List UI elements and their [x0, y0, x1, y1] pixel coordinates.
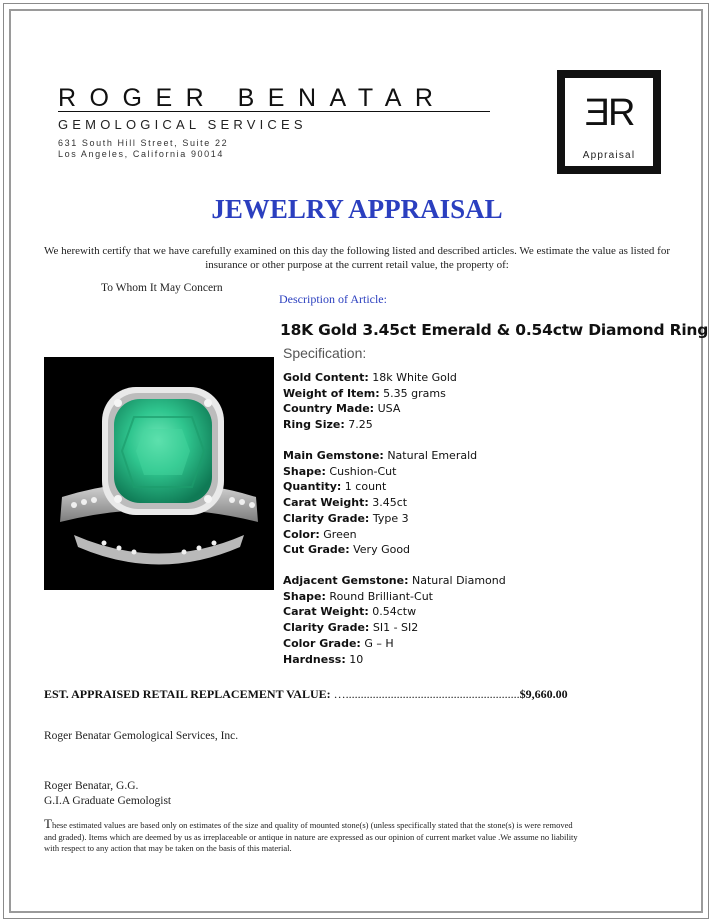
- spec-row: Clarity Grade: SI1 - SI2: [283, 621, 419, 635]
- ring-photo: [44, 357, 274, 590]
- brand-subtitle: GEMOLOGICAL SERVICES: [58, 117, 307, 132]
- brand-name: ROGER BENATAR: [58, 84, 447, 112]
- spec-row: Hardness: 10: [283, 652, 364, 666]
- spec-row: Carat Weight: 3.45ct: [283, 496, 408, 510]
- metal-specs: [283, 370, 457, 433]
- signatory-name: Roger Benatar, G.G.: [44, 780, 139, 792]
- ring-illustration: [44, 357, 274, 590]
- description-label: Description of Article:: [279, 292, 387, 306]
- signatory-title: G.I.A Graduate Gemologist: [44, 795, 172, 807]
- appraised-value-row: [44, 687, 568, 702]
- company-name: Roger Benatar Gemological Services, Inc.: [44, 730, 239, 742]
- logo-caption: Appraisal: [582, 150, 636, 161]
- page-title: JEWELRY APPRAISAL: [211, 194, 503, 224]
- recipient: To Whom It May Concern: [101, 282, 223, 294]
- appraised-value-amount: $9,660.00: [519, 687, 568, 701]
- spec-row: Quantity: 1 count: [283, 480, 387, 494]
- spec-row: Main Gemstone: Natural Emerald: [283, 449, 478, 462]
- appraisal-logo: [557, 70, 661, 174]
- spec-row: Country Made: USA: [283, 402, 401, 416]
- logo-monogram: ƎR: [584, 92, 634, 134]
- spec-row: Adjacent Gemstone: Natural Diamond: [283, 574, 506, 587]
- article-title: 18K Gold 3.45ct Emerald & 0.54ctw Diamond Ring: [280, 321, 709, 339]
- spec-row: Ring Size: 7.25: [283, 418, 373, 432]
- appraised-value-label: EST. APPRAISED RETAIL REPLACEMENT VALUE:: [44, 687, 331, 701]
- spec-row: Color: Green: [283, 527, 357, 541]
- certification-statement: We herewith certify that we have carefully examined on this day the following listed and described articles. We estimate the value as listed for insurance or other purpose at the current retail value, the property of:: [43, 245, 671, 271]
- adjacent-gemstone-specs: [283, 573, 506, 667]
- spec-row: Shape: Cushion-Cut: [283, 464, 397, 478]
- spec-row: Cut Grade: Very Good: [283, 543, 411, 557]
- spec-row: Clarity Grade: Type 3: [283, 511, 409, 525]
- spec-row: Carat Weight: 0.54ctw: [283, 605, 417, 619]
- spec-row: Gold Content: 18k White Gold: [283, 371, 457, 384]
- address-line-2: Los Angeles, California 90014: [58, 149, 224, 159]
- main-gemstone-specs: [283, 448, 477, 558]
- value-leader-dots: …..........................................................: [330, 687, 520, 701]
- spec-row: Weight of Item: 5.35 grams: [283, 386, 446, 400]
- address-line-1: 631 South Hill Street, Suite 22: [58, 138, 229, 148]
- spec-row: Color Grade: G – H: [283, 636, 394, 650]
- disclaimer: These estimated values are based only on estimates of the size and quality of mounted stone(s) (unless specifically stated that the stone(s) is were removed and graded). Items which are deemed by us as irreplaceable or antique in nature are expressed as our opinion of current market value .We assume no liability with respect to any action that may be taken on the basis of this material.: [44, 816, 578, 853]
- brand-divider: [58, 111, 490, 112]
- spec-row: Shape: Round Brilliant-Cut: [283, 589, 433, 603]
- specification-label: Specification:: [283, 345, 367, 361]
